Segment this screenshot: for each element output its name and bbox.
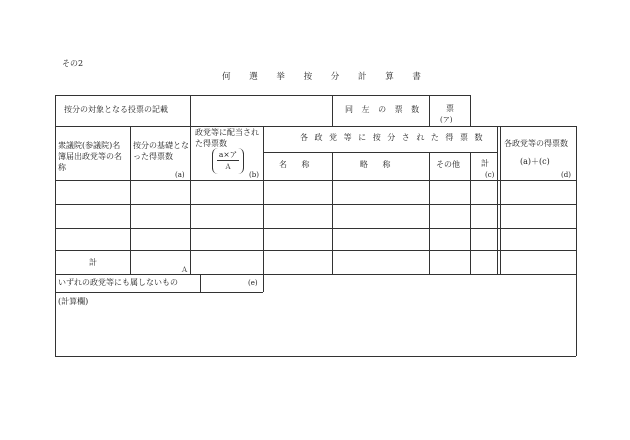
sum-column-header: 計	[481, 159, 489, 168]
abbreviation-column-header: 略 称	[360, 160, 397, 169]
unaffiliated-mark: (e)	[248, 279, 258, 287]
party-total-header: 各政党等の得票数	[504, 139, 568, 148]
table-line	[55, 228, 576, 229]
formula-numerator: a×ア	[218, 150, 238, 159]
party-total-mark: (d)	[561, 171, 571, 179]
table-line	[130, 126, 131, 274]
table-line	[429, 152, 430, 274]
total-row-mark: Ａ	[181, 266, 188, 274]
table-line	[263, 274, 264, 292]
table-line	[55, 274, 576, 275]
table-line	[55, 356, 576, 357]
table-line	[55, 204, 576, 205]
formula-denominator: Ａ	[224, 163, 232, 171]
same-votes-label: 同 左 の 票 数	[345, 105, 423, 114]
unaffiliated-label: いずれの政党等にも属しないもの	[58, 278, 178, 287]
basis-votes-mark: (a)	[175, 171, 185, 179]
table-line	[55, 180, 576, 181]
table-line	[190, 95, 191, 126]
other-column-header: その他	[436, 160, 460, 169]
table-line	[55, 95, 470, 96]
document-title: 何 選 挙 按 分 計 算 書	[222, 72, 429, 82]
basis-votes-header: 按分の基礎となった得票数	[133, 141, 189, 161]
allotted-votes-formula	[212, 148, 244, 174]
table-line	[429, 95, 430, 126]
table-line	[470, 152, 471, 274]
each-party-votes-header: 各 政 党 等 に 按 分 さ れ た 得 票 数	[300, 133, 485, 142]
party-total-formula: (a)＋(c)	[520, 157, 550, 166]
table-line	[263, 126, 264, 274]
table-line	[263, 152, 497, 153]
party-name-header: 衆議院(参議院)名簿届出政党等の名称	[58, 141, 122, 172]
calculation-area-label: (計算欄)	[58, 297, 89, 306]
table-line	[55, 250, 576, 251]
table-line	[470, 95, 471, 126]
table-line	[332, 152, 333, 274]
allotted-votes-mark: (b)	[249, 171, 259, 179]
target-votes-label: 按分の対象となる投票の記載	[64, 105, 168, 114]
votes-mark: (ア)	[440, 116, 453, 124]
name-column-header: 名 称	[279, 160, 316, 169]
table-line	[55, 95, 56, 356]
table-line	[200, 274, 201, 292]
formula-bar	[217, 160, 239, 161]
table-line	[500, 126, 501, 274]
table-line	[497, 126, 498, 274]
sum-column-mark: (c)	[485, 171, 495, 179]
table-line	[55, 292, 263, 293]
total-row-label: 計	[89, 258, 97, 267]
votes-unit: 票	[446, 104, 454, 113]
table-line	[332, 95, 333, 126]
allotted-votes-header: 政党等に配当された得票数	[195, 128, 259, 148]
table-line	[190, 126, 191, 274]
table-line	[576, 126, 577, 356]
sheet-number: その2	[62, 59, 84, 68]
